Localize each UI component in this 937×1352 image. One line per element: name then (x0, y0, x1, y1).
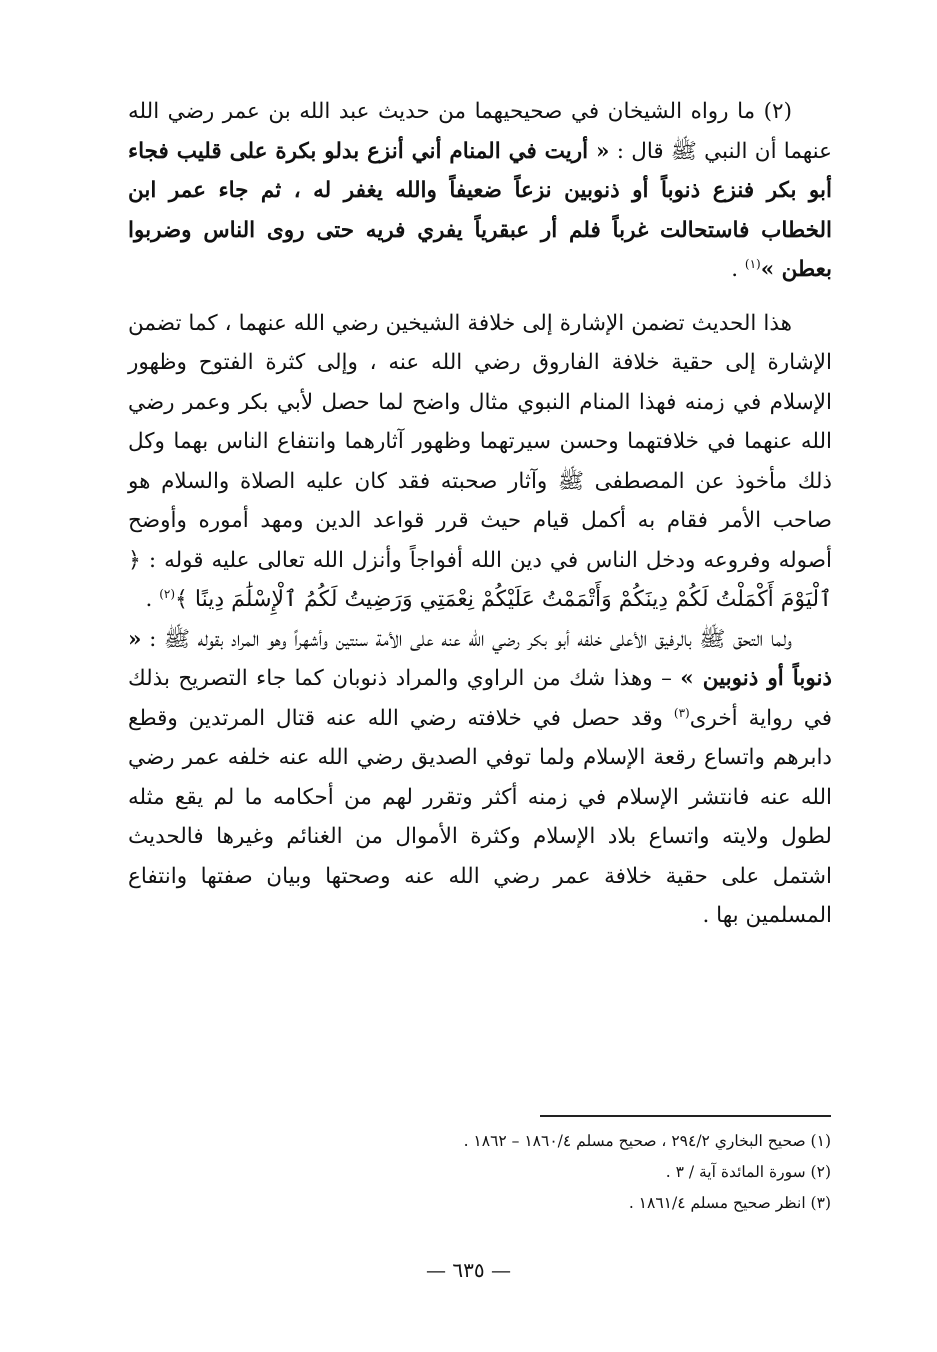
footnote-divider (540, 1115, 831, 1117)
succession-text-mid: – وهذا شك من الراوي والمراد ذنوبان كما جاء التصريح بذلك في رواية أخرى (128, 666, 832, 731)
footnote-2: (٢) سورة المائدة آية / ٣ . (665, 1163, 831, 1181)
paragraph-commentary (128, 304, 832, 620)
hadith-end: . (731, 257, 745, 282)
succession-text-end: وقد حصل في خلافته رضي الله عنه قتال المرتدين وقطع دابرهم واتساع رقعة الإسلام ولما توفي الصديق رضي الله عنه خلفه عمر رضي الله عنه فانتشر الإسلام في زمنه أكثر وتقرر لهم من أحكامه ما لم يقع مثله لطول ولايته واتساع بلاد الإسلام وكثرة الأموال من الغنائم وغيرها فالحديث اشتمل على حقية خلافة عمر رضي الله عنه وصحتها وبيان صفتها وانتفاع المسلمين بها . (128, 705, 832, 928)
page-number: — ٦٣٥ — (426, 1258, 511, 1282)
succession-text-start: ولما التحق ﷺ بالرفيق الأعلى خلفه أبو بكر رضي الله عنه على الأمة سنتين وأشهراً وهو المراد بقوله ﷺ : (141, 626, 792, 652)
quran-verse: ﴿ ٱلْيَوْمَ أَكْمَلْتُ لَكُمْ دِينَكُمْ وَأَتْمَمْتُ عَلَيْكُمْ نِعْمَتِي وَرَضِيتُ لَكُمُ ٱلْإِسْلَٰمَ دِينًا ﴾ (128, 547, 832, 612)
footnotes (300, 1126, 831, 1219)
main-text (128, 92, 832, 936)
footnote-3: (٣) انظر صحيح مسلم ١٨٦١/٤ . (628, 1194, 831, 1212)
hadith-intro: (٢) ما رواه الشيخان في صحيحيهما من حديث عبد الله بن عمر رضي الله عنهما أن النبي ﷺ قال : (128, 99, 832, 164)
paragraph-hadith (128, 92, 832, 290)
footnote-1: (١) صحيح البخاري ٢٩٤/٢ ، صحيح مسلم ١٨٦٠/٤ – ١٨٦٢ . (463, 1132, 831, 1150)
hadith-phrase: « ذنوباً أو ذنوبين » (128, 626, 833, 691)
footnote-ref-1: (١) (744, 256, 761, 271)
footnote-ref-3: (٣) (673, 705, 690, 720)
commentary-end: . (145, 587, 160, 612)
paragraph-succession (128, 620, 832, 936)
hadith-quote: « أريت في المنام أني أنزع بدلو بكرة على قليب فجاء أبو بكر فنزع ذنوباً أو ذنوبين نزعاً ضعيفاً والله يغفر له ، ثم جاء عمر ابن الخطاب فاستحالت غرباً فلم أر عبقرياً يفري فريه حتى روى الناس وضربوا بعطن » (128, 138, 832, 282)
footnote-ref-2: (٢) (159, 586, 176, 601)
commentary-text: هذا الحديث تضمن الإشارة إلى خلافة الشيخين رضي الله عنهما ، كما تضمن الإشارة إلى حقية خلافة الفاروق رضي الله عنه ، وإلى كثرة الفتوح وظهور الإسلام في زمنه فهذا المنام النبوي مثال واضح لما حصل لأبي بكر وعمر رضي الله عنهما في خلافتهما وحسن سيرتهما وظهور آثارهما وانتفاع الناس بهما وكل ذلك مأخوذ عن المصطفى ﷺ وآثار صحبته فقد كان عليه الصلاة والسلام هو صاحب الأمر فقام به أكمل قيام حيث قرر قواعد الدين ومهد أموره وأوضح أصوله وفروعه ودخل الناس في دين الله أفواجاً وأنزل الله تعالى عليه قوله : (128, 310, 832, 573)
